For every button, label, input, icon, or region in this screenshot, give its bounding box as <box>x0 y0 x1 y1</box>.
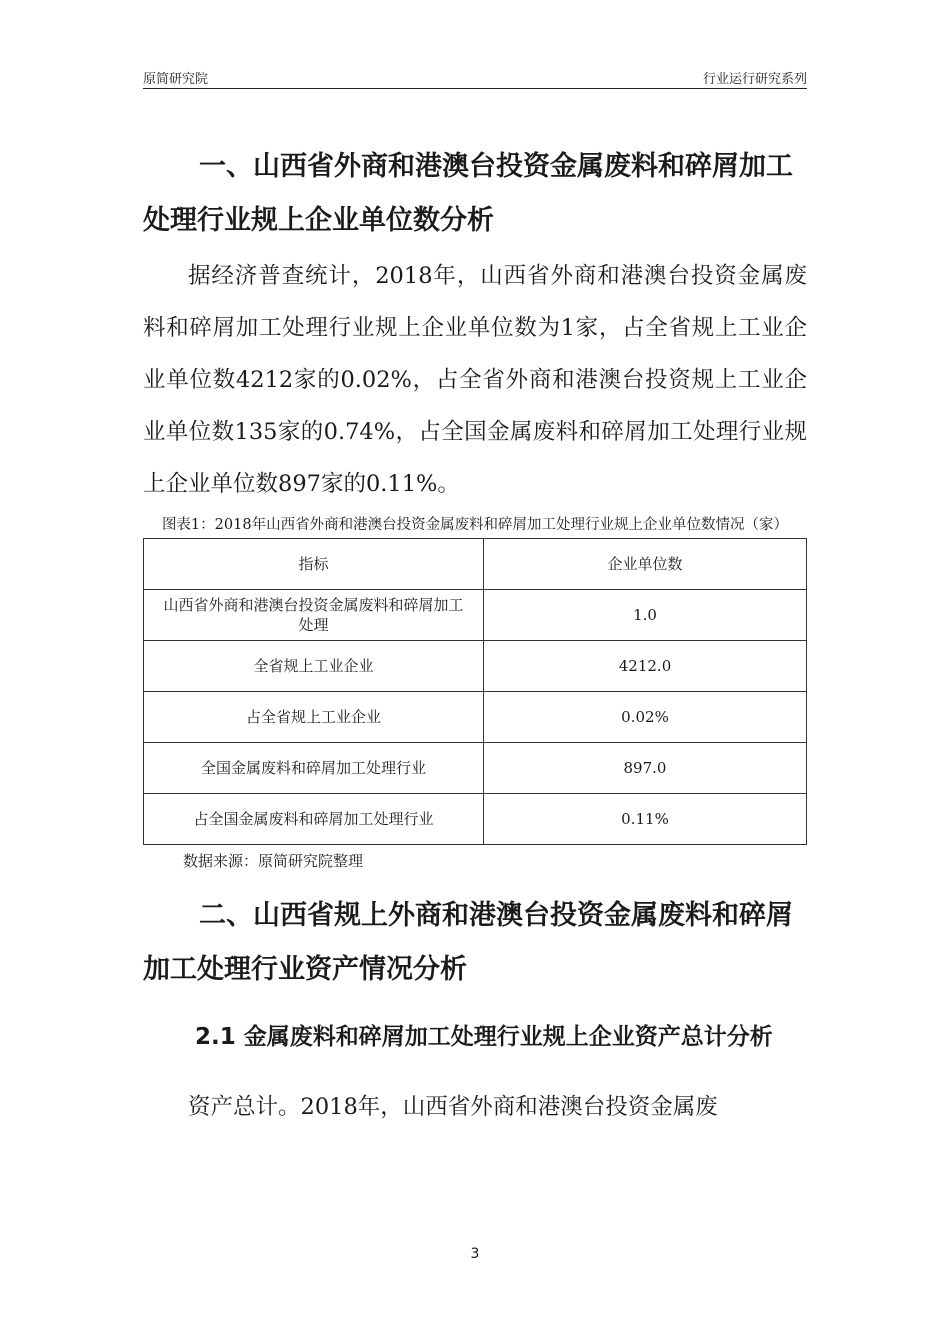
table-1-caption: 图表1：2018年山西省外商和港澳台投资金属废料和碎屑加工处理行业规上企业单位数情况（家） <box>161 517 789 533</box>
row-value: 897.0 <box>484 743 807 794</box>
row-label: 山西省外商和港澳台投资金属废料和碎屑加工处理 <box>144 590 484 641</box>
table-row <box>144 692 807 743</box>
section-1-heading: 一、山西省外商和港澳台投资金属废料和碎屑加工处理行业规上企业单位数分析 <box>143 151 793 236</box>
row-value: 4212.0 <box>484 641 807 692</box>
section-2-heading: 二、山西省规上外商和港澳台投资金属废料和碎屑加工处理行业资产情况分析 <box>143 900 793 985</box>
table-row <box>144 794 807 845</box>
table-row <box>144 743 807 794</box>
row-value: 0.11% <box>484 794 807 845</box>
column-header-indicator: 指标 <box>144 539 484 590</box>
section-2-1-paragraph: 资产总计。2018年，山西省外商和港澳台投资金属废 <box>188 1094 718 1120</box>
section-2-1-subheading: 2.1 金属废料和碎屑加工处理行业规上企业资产总计分析 <box>195 1024 773 1050</box>
table-1-source-note: 数据来源：原简研究院整理 <box>183 852 364 870</box>
row-label: 占全国金属废料和碎屑加工处理行业 <box>144 794 484 845</box>
table-header-row <box>144 539 807 590</box>
page-header <box>143 66 807 89</box>
column-header-enterprise-count: 企业单位数 <box>484 539 807 590</box>
enterprise-count-table <box>143 538 807 845</box>
header-organization: 原简研究院 <box>143 72 209 87</box>
table-row <box>144 590 807 641</box>
page-number: 3 <box>470 1246 480 1262</box>
row-label: 占全省规上工业企业 <box>144 692 484 743</box>
document-body <box>143 140 807 1133</box>
section-1-paragraph: 据经济普查统计，2018年，山西省外商和港澳台投资金属废料和碎屑加工处理行业规上企业单位数为1家，占全省规上工业企业单位数4212家的0.02%，占全省外商和港澳台投资规上工业企业单位数135家的0.74%，占全国金属废料和碎屑加工处理行业规上企业单位数897家的0.11%。 <box>143 263 807 497</box>
table-row <box>144 641 807 692</box>
row-value: 0.02% <box>484 692 807 743</box>
row-label: 全省规上工业企业 <box>144 641 484 692</box>
header-series-title: 行业运行研究系列 <box>702 72 807 87</box>
row-label: 全国金属废料和碎屑加工处理行业 <box>144 743 484 794</box>
row-value: 1.0 <box>484 590 807 641</box>
